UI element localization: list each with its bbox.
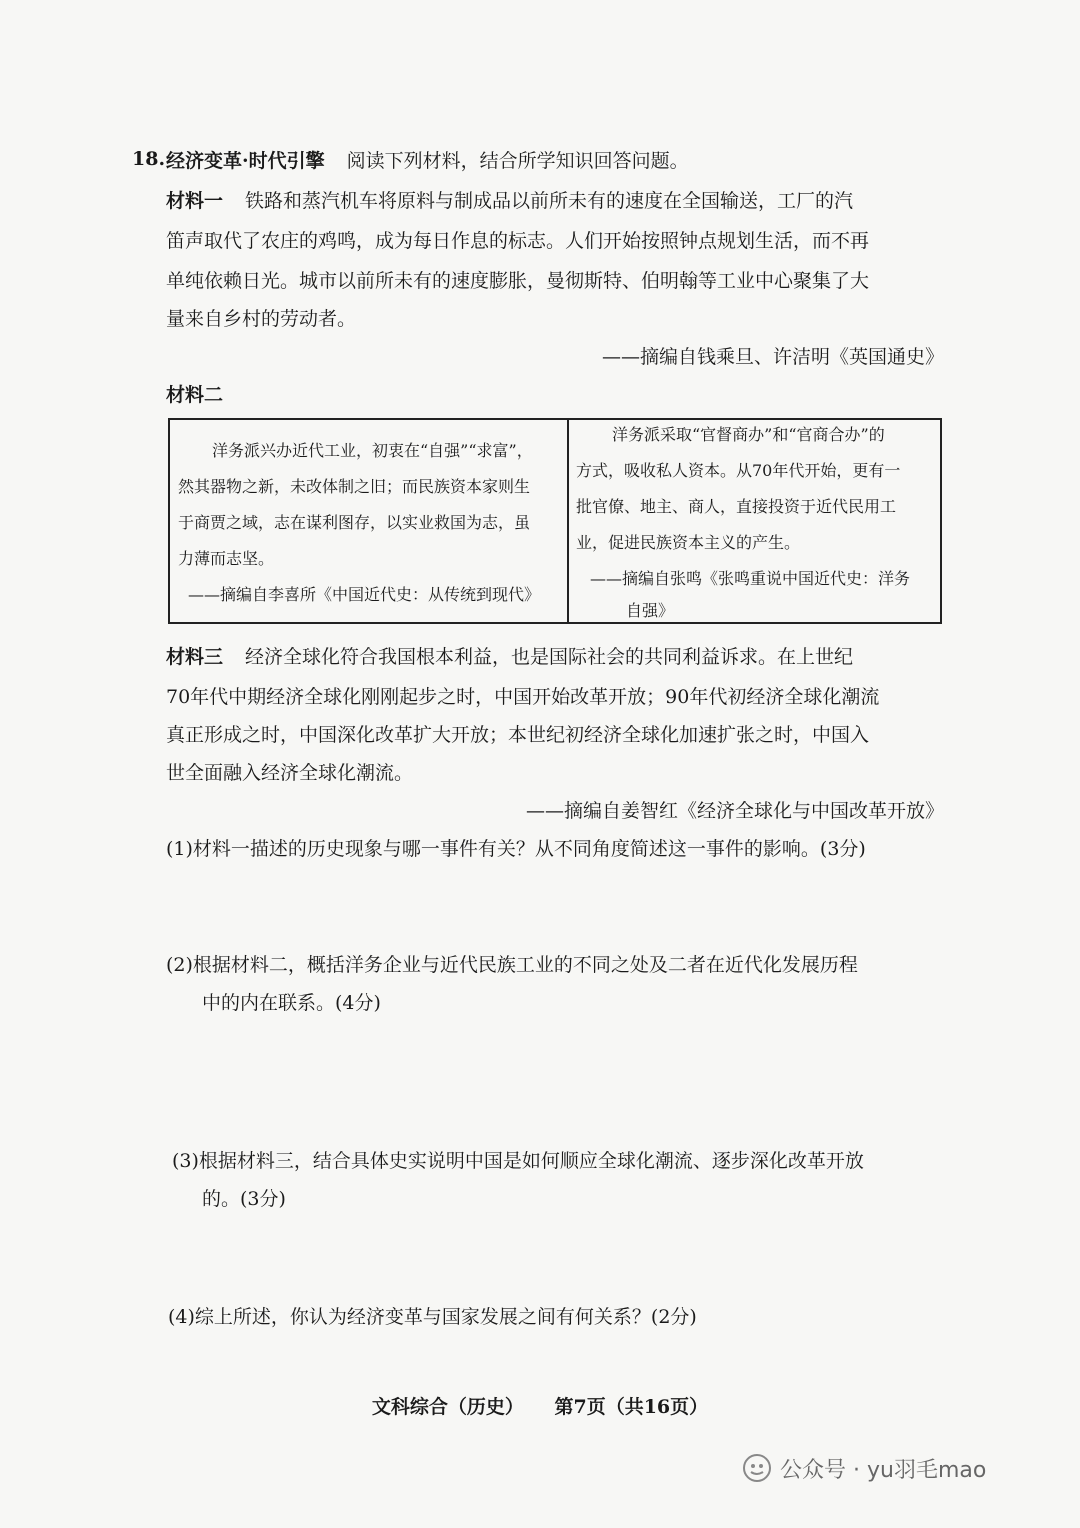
material2-left-line: 于商贾之域，志在谋利图存，以实业救国为志，虽: [178, 513, 531, 532]
question-1: (1)材料一描述的历史现象与哪一事件有关？从不同角度简述这一事件的影响。(3分): [166, 838, 866, 860]
question-2: (2)根据材料二，概括洋务企业与近代民族工业的不同之处及二者在近代化发展历程: [166, 954, 858, 976]
footer-page-number: 第7页（共16页）: [554, 1396, 709, 1418]
wechat-official-account-icon: [742, 1453, 772, 1483]
material1-text: 铁路和蒸汽机车将原料与制成品以前所未有的速度在全国输送，工厂的汽: [245, 190, 854, 212]
material1-source: ——摘编自钱乘旦、许洁明《英国通史》: [601, 346, 944, 368]
question-title: 经济变革·时代引擎: [166, 150, 325, 172]
material3-text: 经济全球化符合我国根本利益，也是国际社会的共同利益诉求。在上世纪: [245, 646, 854, 668]
material1-line: 量来自乡村的劳动者。: [166, 308, 357, 330]
material2-right-line: 批官僚、地主、商人，直接投资于近代民用工: [576, 497, 897, 516]
question-2-cont: 中的内在联系。(4分): [202, 992, 381, 1014]
material2-table: [168, 418, 942, 624]
question-4: (4)综上所述，你认为经济变革与国家发展之间有何关系？(2分): [168, 1306, 697, 1328]
material1-line: 单纯依赖日光。城市以前所未有的速度膨胀，曼彻斯特、伯明翰等工业中心聚集了大: [166, 270, 870, 292]
page-footer: [0, 1392, 1080, 1419]
material2-right-source: ——摘编自张鸣《张鸣重说中国近代史：洋务: [590, 569, 911, 588]
material2-left-line: 洋务派兴办近代工业，初衷在“自强”“求富”，: [212, 441, 533, 460]
material2-right-source-cont: 自强》: [626, 601, 675, 620]
material2-right-line: 方式，吸收私人资本。从70年代开始，更有一: [576, 461, 901, 480]
material3-line: [166, 644, 853, 670]
material1-label: 材料一: [166, 190, 224, 212]
material3-source: ——摘编自姜智红《经济全球化与中国改革开放》: [525, 800, 944, 822]
material2-label: 材料二: [166, 384, 224, 406]
question-number: 18.: [132, 148, 166, 170]
footer-subject: 文科综合（历史）: [371, 1396, 524, 1418]
material2-right-line: 洋务派采取“官督商办”和“官商合办”的: [612, 425, 885, 444]
material2-right-line: 业，促进民族资本主义的产生。: [576, 533, 801, 552]
question-3-cont: 的。(3分): [202, 1188, 286, 1210]
material1-line: 笛声取代了农庄的鸡鸣，成为每日作息的标志。人们开始按照钟点规划生活，而不再: [166, 230, 870, 252]
material3-line: 世全面融入经济全球化潮流。: [166, 762, 414, 784]
watermark-text: 公众号 · yu羽毛mao: [780, 1457, 987, 1483]
material2-left-line: 然其器物之新，未改体制之旧；而民族资本家则生: [178, 477, 531, 496]
material1-line: [166, 188, 853, 214]
question-header: [166, 148, 689, 174]
watermark: [742, 1450, 986, 1486]
table-divider: [567, 420, 569, 622]
material3-line: 真正形成之时，中国深化改革扩大开放；本世纪初经济全球化加速扩张之时，中国入: [166, 724, 870, 746]
material2-left-source: ——摘编自李喜所《中国近代史：从传统到现代》: [188, 585, 541, 604]
question-3: (3)根据材料三，结合具体史实说明中国是如何顺应全球化潮流、逐步深化改革开放: [172, 1150, 864, 1172]
material3-line: 70年代中期经济全球化刚刚起步之时，中国开始改革开放；90年代初经济全球化潮流: [166, 686, 880, 708]
material2-left-line: 力薄而志坚。: [178, 549, 275, 568]
question-instruction: 阅读下列材料，结合所学知识回答问题。: [346, 150, 689, 172]
material3-label: 材料三: [166, 646, 224, 668]
